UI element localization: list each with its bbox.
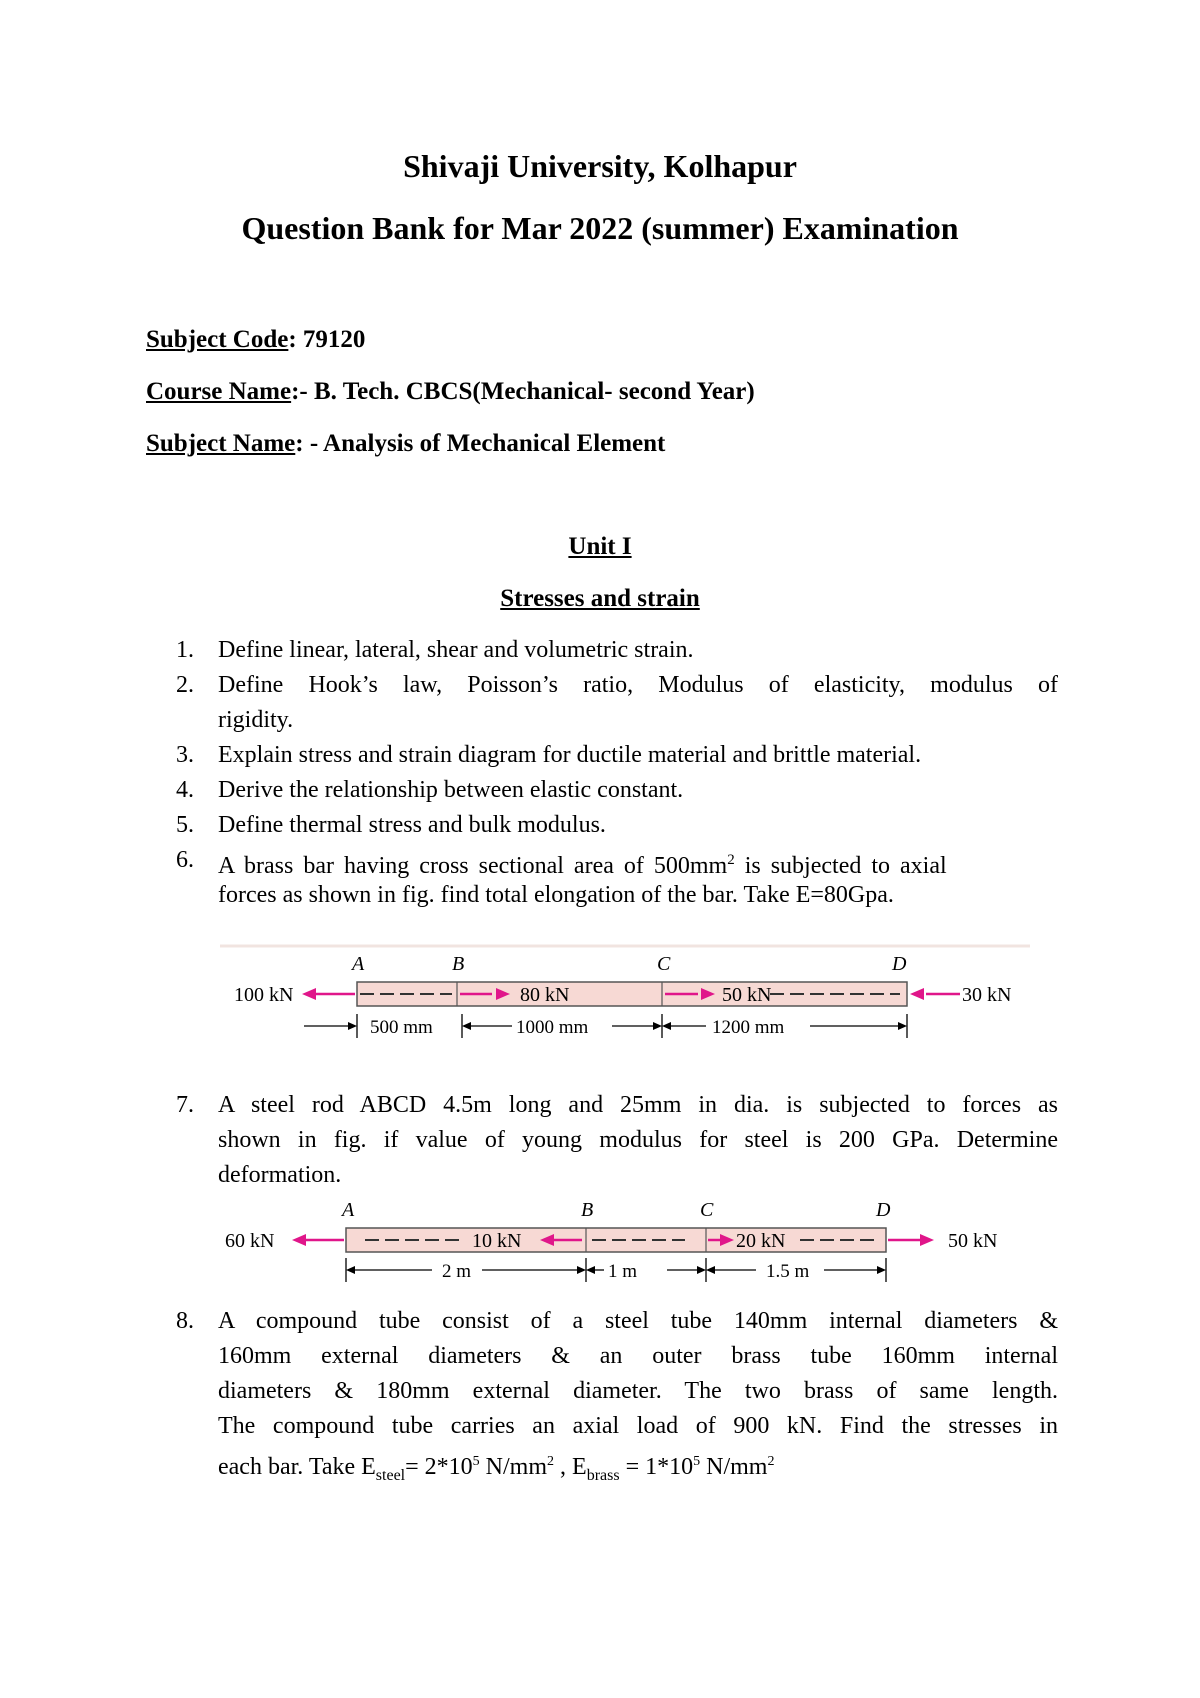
subject-code-label: Subject Code [146,326,289,353]
question-number: 3. [176,742,194,768]
q8-superscript: 5 [693,1454,701,1469]
question-text-line: A compound tube consist of a steel tube 140mm internal diameters & [218,1308,1058,1334]
question-number: 4. [176,777,194,803]
question-text-line: rigidity. [218,707,294,733]
question-text-line: deformation. [218,1162,342,1188]
point-label: A [342,1199,355,1221]
subject-code-value: : 79120 [288,326,366,353]
q6-superscript: 2 [727,852,735,868]
point-label: D [892,953,907,975]
q8-subscript: steel [375,1466,406,1484]
q8-text: each bar. Take E [218,1454,376,1480]
force-label: 20 kN [736,1230,786,1252]
course-name-value: :- B. Tech. CBCS(Mechanical- second Year) [291,378,755,405]
question-number: 5. [176,812,194,838]
bar-body [357,982,907,1006]
unit-title: Unit I [568,533,632,560]
point-label: D [876,1199,891,1221]
topic-title: Stresses and strain [500,585,700,612]
subject-name-value: : - Analysis of Mechanical Element [295,430,666,457]
q6-text-a: A brass bar having cross sectional area of 500mm [218,853,728,879]
course-name-label: Course Name [146,378,292,405]
force-arrow [292,1234,306,1246]
exam-title: Question Bank for Mar 2022 (summer) Examination [241,210,959,246]
q8-text: N/mm [700,1454,768,1480]
force-arrow [920,1234,934,1246]
q8-text: , E [554,1454,587,1480]
question-text-line: 160mm external diameters & an outer brass tube 160mm internal [218,1343,1058,1369]
q6-text-b: is subjected to axial [734,853,947,879]
force-label: 50 kN [722,984,772,1006]
question-text-line: The compound tube carries an axial load of 900 kN. Find the stresses in [218,1413,1058,1439]
force-label: 10 kN [472,1230,522,1252]
figure-steel-rod [220,1194,1010,1284]
length-label: 1.5 m [766,1261,810,1282]
q8-text: N/mm [479,1454,548,1480]
point-label: C [657,953,671,975]
length-label: 500 mm [370,1017,433,1038]
question-text-line: Define Hook’s law, Poisson’s ratio, Modulus of elasticity, modulus of [218,672,1058,698]
q8-superscript: 5 [472,1454,480,1469]
length-label: 1000 mm [516,1017,589,1038]
force-label: 50 kN [948,1230,998,1252]
subject-name [146,430,665,458]
force-label: 60 kN [225,1230,275,1252]
q8-text: = 1*10 [619,1454,694,1480]
question-number: 7. [176,1092,194,1118]
question-text-line: diameters & 180mm external diameter. The two brass of same length. [218,1378,1058,1404]
figure-brass-bar [220,944,1030,1044]
subject-code [146,326,365,354]
subject-name-label: Subject Name [146,430,296,457]
question-text: Define thermal stress and bulk modulus. [218,812,606,838]
force-label: 30 kN [962,984,1012,1006]
question-text-line: A steel rod ABCD 4.5m long and 25mm in dia. is subjected to forces as [218,1092,1058,1118]
force-label: 100 kN [234,984,294,1006]
force-arrow [910,988,924,1000]
question-text-line [218,1444,1058,1493]
q8-superscript: 2 [767,1454,775,1469]
question-text: Define linear, lateral, shear and volumetric strain. [218,637,694,663]
length-label: 1200 mm [712,1017,785,1038]
question-number: 2. [176,672,194,698]
question-number: 6. [176,847,194,873]
q8-superscript: 2 [547,1454,555,1469]
q8-text: = 2*10 [405,1454,473,1480]
question-text: Explain stress and strain diagram for ductile material and brittle material. [218,742,922,768]
point-label: B [581,1199,594,1221]
question-text: Derive the relationship between elastic constant. [218,777,684,803]
course-name [146,378,755,406]
force-label: 80 kN [520,984,570,1006]
question-number: 1. [176,637,194,663]
length-label: 1 m [608,1261,638,1282]
question-text-line: forces as shown in fig. find total elongation of the bar. Take E=80Gpa. [218,882,894,908]
q8-subscript: brass [586,1466,620,1484]
length-label: 2 m [442,1261,472,1282]
point-label: B [452,953,465,975]
point-label: C [700,1199,714,1221]
force-arrow [302,988,316,1000]
university-title: Shivaji University, Kolhapur [403,148,797,184]
question-text-line: shown in fig. if value of young modulus for steel is 200 GPa. Determine [218,1127,1058,1153]
question-number: 8. [176,1308,194,1334]
point-label: A [352,953,365,975]
